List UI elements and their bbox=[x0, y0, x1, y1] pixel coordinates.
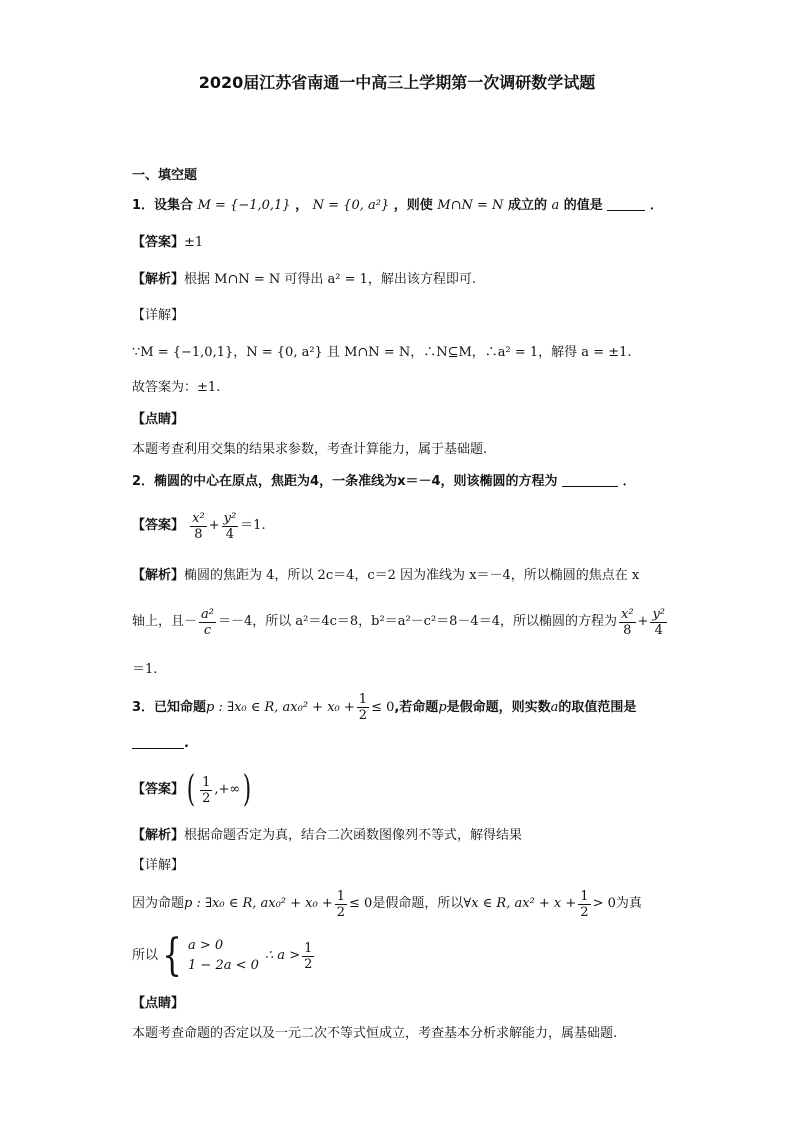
q1-mid: ，则使 bbox=[393, 198, 433, 213]
frac-denominator: c bbox=[203, 622, 212, 638]
q1-answer bbox=[132, 233, 674, 253]
q3-analysis bbox=[132, 826, 674, 846]
q3-system-row-1: a > 0 bbox=[188, 938, 224, 953]
q3-answer-blank bbox=[132, 734, 184, 749]
answer-label: 【答案】 bbox=[132, 518, 185, 533]
q3-detail-f: 为真 bbox=[615, 896, 642, 911]
q2-analysis-line-3: ＝1. bbox=[132, 662, 158, 677]
question-1-stem bbox=[132, 196, 674, 216]
q2-answer-frac-y bbox=[222, 511, 239, 542]
frac-denominator: 2 bbox=[358, 708, 368, 723]
analysis-label: 【解析】 bbox=[132, 568, 185, 583]
frac-denominator: 2 bbox=[202, 790, 211, 806]
right-paren: ) bbox=[243, 769, 252, 810]
q3-blank-line bbox=[132, 734, 674, 754]
frac-numerator: 1 bbox=[580, 888, 589, 904]
q1-prefix: 1．设集合 bbox=[132, 198, 194, 213]
q3-detail-a: 因为命题 bbox=[132, 896, 185, 911]
frac-numerator: 1 bbox=[202, 774, 211, 790]
q2-stem-text: 2．椭圆的中心在原点，焦距为4，一条准线为x＝－4，则该椭圆的方程为 bbox=[132, 474, 558, 489]
q3-comment-text: 本题考查命题的否定以及一元二次不等式恒成立，考查基本分析求解能力，属基础题. bbox=[132, 1026, 618, 1041]
q1-comment-text: 本题考查利用交集的结果求参数，考查计算能力，属于基础题. bbox=[132, 442, 488, 457]
left-brace: { bbox=[162, 930, 182, 981]
frac-numerator: y² bbox=[652, 606, 665, 622]
q3-therefore: ∴ a > bbox=[264, 948, 301, 963]
q1-set-n: N = {0, a²} bbox=[312, 198, 390, 213]
q1-end: 的值是 bbox=[563, 198, 603, 213]
q3-detail-half-1 bbox=[335, 889, 347, 920]
q2-analysis-frac-x bbox=[619, 607, 636, 638]
q2-analysis-line-2: 轴上，且－ $\frac{\text{a²}}{c}$ ＝－4，所以 a²＝4c＝8，b²＝a²－c²＝8－4＝4，所以椭圆的方程为 $\frac{\text{x²}}{8}$ + $\frac{\text{y²}}{4}$ bbox=[132, 606, 665, 638]
q3-system-row-2: 1 − 2a < 0 bbox=[188, 958, 259, 973]
q1-set-m: M = {−1,0,1} bbox=[197, 198, 291, 213]
q1-tail: 成立的 bbox=[507, 198, 547, 213]
q3-stem-c: ,若命题 bbox=[394, 700, 439, 715]
frac-denominator: 8 bbox=[194, 526, 203, 542]
q3-stem-e: 的取值范围是 bbox=[558, 700, 637, 715]
frac-denominator: 4 bbox=[225, 526, 235, 542]
q3-detail-half-2 bbox=[578, 889, 590, 920]
q2-analysis-text-2a: 轴上，且－ bbox=[132, 614, 198, 629]
q1-period: ． bbox=[649, 198, 663, 213]
q3-detail-label: 【详解】 bbox=[132, 858, 185, 873]
frac-numerator: 1 bbox=[358, 692, 368, 707]
q3-detail-c: 是假命题，所以 bbox=[372, 896, 464, 911]
frac-numerator: 1 bbox=[336, 888, 346, 904]
answer-label: 【答案】 bbox=[132, 235, 185, 250]
q1-detail-text: ∵M = {−1,0,1}，N = {0, a²} 且 M∩N = N，∴N⊆M，∴a² = 1，解得 a = ±1. bbox=[132, 345, 632, 360]
q3-answer-tail: ,+∞ bbox=[214, 782, 241, 797]
q1-condition: M∩N = N bbox=[437, 198, 504, 213]
q3-system-rows bbox=[188, 936, 259, 976]
q3-proposition: p : ∃x₀ ∈ R, ax₀² + x₀ + bbox=[206, 700, 355, 715]
q1-answer-blank bbox=[607, 196, 645, 211]
frac-denominator: 8 bbox=[623, 622, 632, 638]
q3-stem-a: 3．已知命题 bbox=[132, 700, 207, 715]
q3-ineq: ≤ 0 bbox=[371, 700, 395, 715]
frac-numerator: a² bbox=[201, 606, 214, 622]
q3-period: . bbox=[184, 736, 189, 751]
q3-var-p: p bbox=[438, 700, 447, 715]
answer-label: 【答案】 bbox=[132, 782, 185, 797]
q1-detail-label: 【详解】 bbox=[132, 308, 185, 323]
q2-answer-tail: ＝1. bbox=[240, 518, 266, 533]
frac-numerator: x² bbox=[192, 510, 205, 526]
q3-answer-frac bbox=[200, 775, 212, 806]
q3-answer bbox=[132, 768, 674, 813]
q3-system-line bbox=[132, 932, 674, 981]
frac-denominator: 4 bbox=[654, 622, 663, 638]
q3-detail-gt: > 0 bbox=[592, 896, 616, 911]
q2-analysis-text-1: 椭圆的焦距为 4，所以 2c＝4，c＝2 因为准线为 x＝－4，所以椭圆的焦点在 x bbox=[184, 568, 640, 583]
q1-analysis-text: 根据 M∩N = N 可得出 a² = 1，解出该方程即可. bbox=[184, 272, 477, 287]
q2-analysis-frac bbox=[199, 607, 216, 638]
q3-analysis-text: 根据命题否定为真，结合二次函数图像列不等式，解得结果 bbox=[184, 828, 523, 843]
q3-detail-ineq: ≤ 0 bbox=[349, 896, 373, 911]
q2-analysis-text-2b: ＝－4，所以 a²＝4c＝8，b²＝a²－c²＝8－4＝4，所以椭圆的方程为 bbox=[217, 614, 617, 629]
q3-detail-prop: p : ∃x₀ ∈ R, ax₀² + x₀ + bbox=[184, 896, 333, 911]
frac-denominator: 2 bbox=[580, 904, 589, 920]
frac-denominator: 2 bbox=[336, 904, 346, 920]
question-3-stem bbox=[132, 690, 674, 726]
section-heading: 一、填空题 bbox=[132, 168, 198, 183]
q3-detail-forall: ∀x ∈ R, ax² + x + bbox=[463, 896, 577, 911]
q1-var: a bbox=[551, 198, 560, 213]
q3-stem-d: 是假命题，则实数 bbox=[446, 700, 551, 715]
q3-system bbox=[158, 930, 259, 981]
q3-half-frac bbox=[357, 692, 369, 723]
question-2-stem bbox=[132, 472, 674, 492]
page-title: 2020届江苏省南通一中高三上学期第一次调研数学试题 bbox=[198, 73, 596, 92]
q1-analysis bbox=[132, 270, 674, 290]
q3-result-frac bbox=[302, 941, 314, 972]
left-paren: ( bbox=[186, 769, 196, 810]
q3-var-a: a bbox=[550, 700, 559, 715]
q3-so: 所以 bbox=[132, 948, 159, 963]
q1-comment-label: 【点睛】 bbox=[132, 412, 185, 427]
q2-answer: 【答案】 $\frac{\text{x²}}{8}$ + $\frac{\text{y²}}{4}$ ＝1. bbox=[132, 510, 266, 542]
q3-comment-label: 【点睛】 bbox=[132, 996, 185, 1011]
q3-detail-line bbox=[132, 886, 674, 923]
q2-answer-blank bbox=[562, 472, 618, 487]
q2-answer-frac-x bbox=[190, 511, 207, 542]
frac-numerator: x² bbox=[620, 606, 634, 622]
q2-analysis-frac-y bbox=[650, 607, 667, 638]
analysis-label: 【解析】 bbox=[132, 272, 185, 287]
frac-numerator: y² bbox=[223, 510, 237, 526]
q1-answer-value: ±1 bbox=[184, 235, 204, 250]
analysis-label: 【解析】 bbox=[132, 828, 185, 843]
q1-sep: ， bbox=[295, 198, 309, 213]
q2-period: ． bbox=[622, 474, 636, 489]
q1-conclusion: 故答案为：±1. bbox=[132, 380, 221, 395]
frac-denominator: 2 bbox=[304, 956, 313, 972]
q2-analysis-line-1 bbox=[132, 566, 674, 586]
frac-numerator: 1 bbox=[304, 940, 313, 956]
